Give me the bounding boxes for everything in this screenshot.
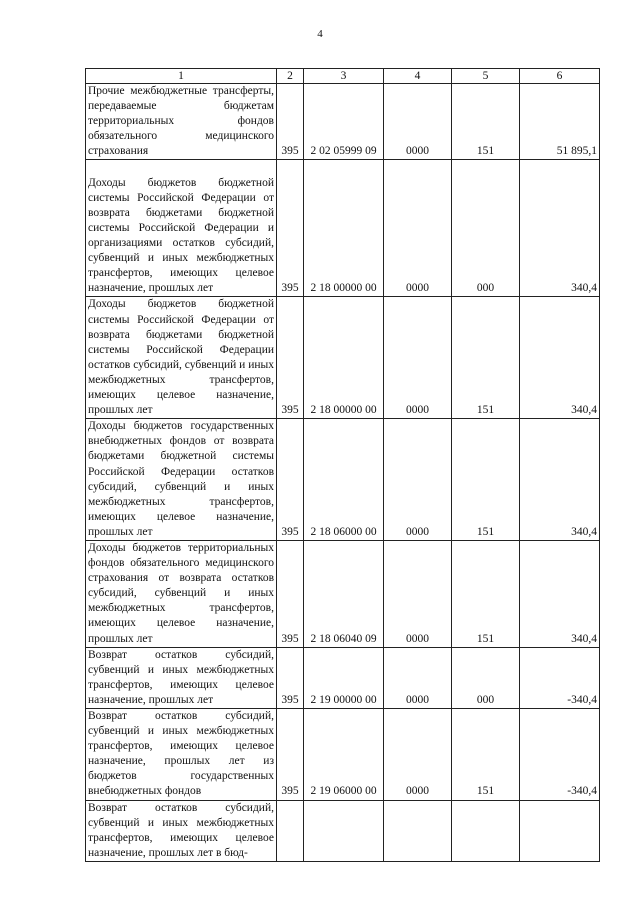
table-row <box>86 647 600 708</box>
row-program-code: 0000 <box>384 540 452 647</box>
row-program-code: 0000 <box>384 84 452 160</box>
column-header: 4 <box>384 69 452 84</box>
row-kosgu-code: 151 <box>452 419 520 541</box>
row-kosgu-code: 151 <box>452 297 520 419</box>
row-amount <box>520 800 600 861</box>
column-header: 5 <box>452 69 520 84</box>
row-admin-code: 395 <box>277 540 304 647</box>
row-budget-code: 2 18 00000 00 <box>304 160 384 297</box>
row-budget-code <box>304 800 384 861</box>
row-name: Прочие межбюджетные трансферты, передаваемые бюджетам территориальных фондов обязательного медицинского страхования <box>86 84 277 160</box>
row-amount: 340,4 <box>520 419 600 541</box>
row-program-code: 0000 <box>384 647 452 708</box>
row-admin-code: 395 <box>277 419 304 541</box>
row-admin-code: 395 <box>277 84 304 160</box>
row-program-code: 0000 <box>384 160 452 297</box>
row-name: Доходы бюджетов территориальных фондов обязательного медицинского страхования от возврата остатков субсидий, субвенций и иных межбюджетных трансфертов, имеющих целевое назначение, прошлых лет <box>86 540 277 647</box>
row-program-code: 0000 <box>384 297 452 419</box>
table-row <box>86 419 600 541</box>
table-header-row <box>86 69 600 84</box>
page-number: 4 <box>317 28 323 40</box>
row-amount: -340,4 <box>520 709 600 801</box>
row-kosgu-code <box>452 800 520 861</box>
row-kosgu-code: 000 <box>452 160 520 297</box>
row-kosgu-code: 000 <box>452 647 520 708</box>
row-admin-code: 395 <box>277 647 304 708</box>
row-amount: 340,4 <box>520 540 600 647</box>
table-row <box>86 84 600 160</box>
column-header: 1 <box>86 69 277 84</box>
row-admin-code: 395 <box>277 297 304 419</box>
row-program-code: 0000 <box>384 709 452 801</box>
table-row <box>86 297 600 419</box>
row-name: Доходы бюджетов государственных внебюджетных фондов от возврата бюджетами бюджетной системы Российской Федерации остатков субсидий, субвенций и иных межбюджетных трансфертов, имеющих целевое назначение, прошлых лет <box>86 419 277 541</box>
column-header: 6 <box>520 69 600 84</box>
table-row <box>86 709 600 801</box>
table-row <box>86 540 600 647</box>
row-budget-code: 2 18 06000 00 <box>304 419 384 541</box>
row-amount: 340,4 <box>520 297 600 419</box>
row-program-code <box>384 800 452 861</box>
row-name: Доходы бюджетов бюджетной системы Российской Федерации от возврата бюджетами бюджетной системы Российской Федерации и организациями остатков субсидий, субвенций и иных межбюджетных трансфертов, имеющих целевое назначение, прошлых лет <box>86 160 277 297</box>
column-header: 3 <box>304 69 384 84</box>
row-name: Возврат остатков субсидий, субвенций и иных межбюджетных трансфертов, имеющих целевое назначение, прошлых лет в бюд- <box>86 800 277 861</box>
table-row <box>86 160 600 297</box>
table-row <box>86 800 600 861</box>
column-header: 2 <box>277 69 304 84</box>
row-amount: 340,4 <box>520 160 600 297</box>
row-budget-code: 2 19 00000 00 <box>304 647 384 708</box>
row-budget-code: 2 02 05999 09 <box>304 84 384 160</box>
row-budget-code: 2 18 00000 00 <box>304 297 384 419</box>
row-admin-code <box>277 800 304 861</box>
row-kosgu-code: 151 <box>452 540 520 647</box>
row-name: Возврат остатков субсидий, субвенций и иных межбюджетных трансфертов, имеющих целевое назначение, прошлых лет из бюджетов государственных внебюджетных фондов <box>86 709 277 801</box>
row-kosgu-code: 151 <box>452 84 520 160</box>
row-amount: -340,4 <box>520 647 600 708</box>
row-name: Возврат остатков субсидий, субвенций и иных межбюджетных трансфертов, имеющих целевое назначение, прошлых лет <box>86 647 277 708</box>
row-budget-code: 2 19 06000 00 <box>304 709 384 801</box>
row-admin-code: 395 <box>277 709 304 801</box>
budget-table <box>85 68 600 862</box>
row-program-code: 0000 <box>384 419 452 541</box>
row-amount: 51 895,1 <box>520 84 600 160</box>
row-kosgu-code: 151 <box>452 709 520 801</box>
row-admin-code: 395 <box>277 160 304 297</box>
row-budget-code: 2 18 06040 09 <box>304 540 384 647</box>
row-name: Доходы бюджетов бюджетной системы Российской Федерации от возврата бюджетами бюджетной системы Российской Федерации остатков субсидий, субвенций и иных межбюджетных трансфертов, имеющих целевое назначение, прошлых лет <box>86 297 277 419</box>
